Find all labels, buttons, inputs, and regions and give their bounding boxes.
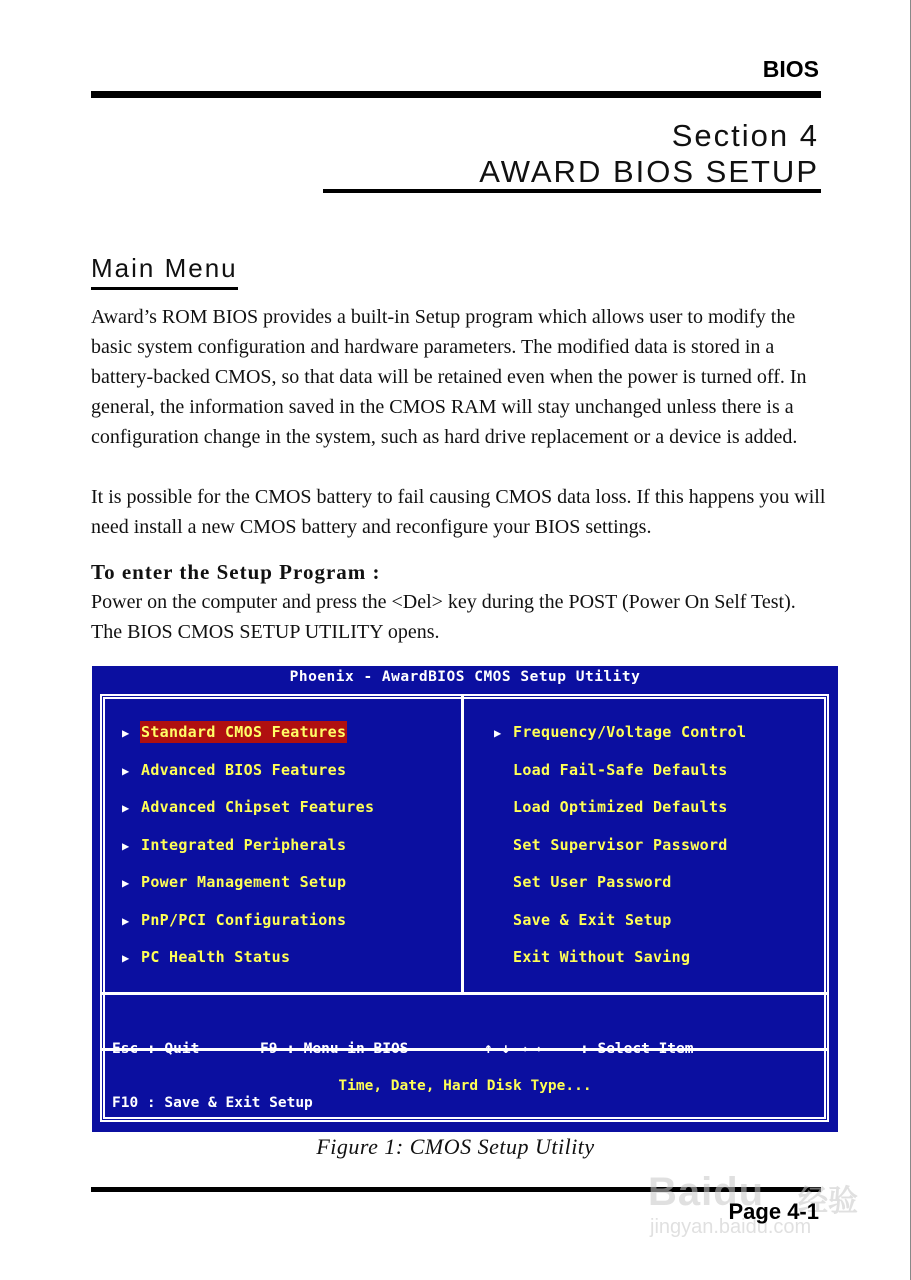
submenu-arrow-icon: ▶ bbox=[122, 876, 130, 890]
menu-item-frequency-voltage[interactable] bbox=[494, 721, 747, 759]
bios-title: Phoenix - AwardBIOS CMOS Setup Utility bbox=[289, 669, 641, 685]
menu-item-label: Load Fail-Safe Defaults bbox=[513, 760, 728, 779]
submenu-arrow-icon: ▶ bbox=[122, 913, 130, 928]
submenu-arrow-icon: ▶ bbox=[494, 726, 502, 740]
menu-item-label: Set Supervisor Password bbox=[513, 835, 728, 854]
section-heading bbox=[479, 118, 819, 190]
watermark-brand: Baidu bbox=[648, 1170, 765, 1214]
menu-item-label: PnP/PCI Configurations bbox=[141, 910, 347, 929]
section-number: Section 4 bbox=[671, 118, 819, 153]
bios-column-divider bbox=[461, 696, 464, 993]
submenu-arrow-icon: ▶ bbox=[122, 726, 130, 740]
page-header-label: BIOS bbox=[762, 56, 819, 82]
menu-item-advanced-bios[interactable] bbox=[122, 759, 375, 797]
menu-item-label: Integrated Peripherals bbox=[141, 835, 347, 854]
setup-heading: To enter the Setup Program : bbox=[91, 560, 381, 584]
battery-paragraph: It is possible for the CMOS battery to fail causing CMOS data loss. If this happens you will need install a new CMOS battery and reconfigure your BIOS settings. bbox=[91, 486, 826, 538]
menu-item-label: Standard CMOS Features bbox=[141, 723, 347, 741]
menu-item-pc-health[interactable] bbox=[122, 946, 375, 984]
f10-key-hint: F10 : Save & Exit Setup bbox=[112, 1095, 313, 1111]
submenu-arrow-icon: ▶ bbox=[122, 951, 130, 965]
page-number: Page 4-1 bbox=[728, 1199, 819, 1224]
menu-item-standard-cmos[interactable] bbox=[122, 721, 375, 759]
submenu-arrow-icon: ▶ bbox=[122, 801, 130, 815]
menu-item-label: Set User Password bbox=[513, 873, 672, 891]
menu-item-power-management[interactable] bbox=[122, 871, 375, 909]
arrow-keys-icon: ↑ ↓ → ← bbox=[484, 1041, 546, 1057]
bios-screen bbox=[92, 666, 838, 1132]
bios-help-divider bbox=[102, 1048, 827, 1051]
menu-item-exit-without-saving[interactable] bbox=[494, 946, 747, 984]
f9-key-hint: F9 : Menu in BIOS bbox=[260, 1041, 409, 1057]
menu-item-user-password[interactable] bbox=[494, 871, 747, 909]
menu-item-pnp-pci[interactable] bbox=[122, 909, 375, 947]
menu-item-load-optimized[interactable] bbox=[494, 796, 747, 834]
menu-item-load-fail-safe[interactable] bbox=[494, 759, 747, 797]
header-rule bbox=[91, 91, 821, 98]
watermark-url: jingyan.baidu.com bbox=[650, 1216, 812, 1238]
setup-paragraph: Power on the computer and press the <Del> key during the POST (Power On Self Test). The BIOS CMOS SETUP UTILITY opens. bbox=[91, 591, 796, 643]
menu-item-integrated-peripherals[interactable] bbox=[122, 834, 375, 872]
watermark-cn: 经验 bbox=[798, 1185, 858, 1218]
bios-left-menu bbox=[122, 721, 375, 984]
bios-right-menu bbox=[494, 721, 747, 984]
menu-item-label: Frequency/Voltage Control bbox=[513, 723, 747, 741]
menu-item-advanced-chipset[interactable] bbox=[122, 796, 375, 834]
select-item-hint: : Select Item bbox=[580, 1041, 694, 1057]
submenu-arrow-icon: ▶ bbox=[122, 763, 130, 778]
intro-paragraph: Award’s ROM BIOS provides a built-in Setup program which allows user to modify the basic system configuration and hardware parameters. The modified data is stored in a battery-backed CMOS, so that data will be retained even when the power is turned off. In general, the information saved in the CMOS RAM will stay unchanged unless there is a configuration change in the system, such as hard drive replacement or a device is added. bbox=[91, 306, 807, 448]
menu-item-label: Save & Exit Setup bbox=[513, 910, 672, 929]
menu-item-label: Power Management Setup bbox=[141, 873, 347, 891]
section-title: AWARD BIOS SETUP bbox=[479, 154, 819, 189]
menu-item-save-exit[interactable] bbox=[494, 909, 747, 947]
menu-item-label: Load Optimized Defaults bbox=[513, 798, 728, 816]
menu-item-label: PC Health Status bbox=[141, 948, 291, 966]
menu-item-label: Advanced Chipset Features bbox=[141, 798, 375, 816]
menu-item-supervisor-password[interactable] bbox=[494, 834, 747, 872]
menu-item-label: Exit Without Saving bbox=[513, 948, 691, 966]
menu-item-label: Advanced BIOS Features bbox=[141, 760, 347, 779]
submenu-arrow-icon: ▶ bbox=[122, 838, 130, 853]
figure-caption: Figure 1: CMOS Setup Utility bbox=[316, 1134, 595, 1159]
main-menu-heading: Main Menu bbox=[91, 253, 238, 290]
bios-help-text: Time, Date, Hard Disk Type... bbox=[338, 1078, 592, 1094]
section-rule bbox=[323, 189, 821, 193]
esc-key-hint: Esc : Quit bbox=[112, 1041, 200, 1057]
bios-keys-divider bbox=[102, 992, 827, 995]
